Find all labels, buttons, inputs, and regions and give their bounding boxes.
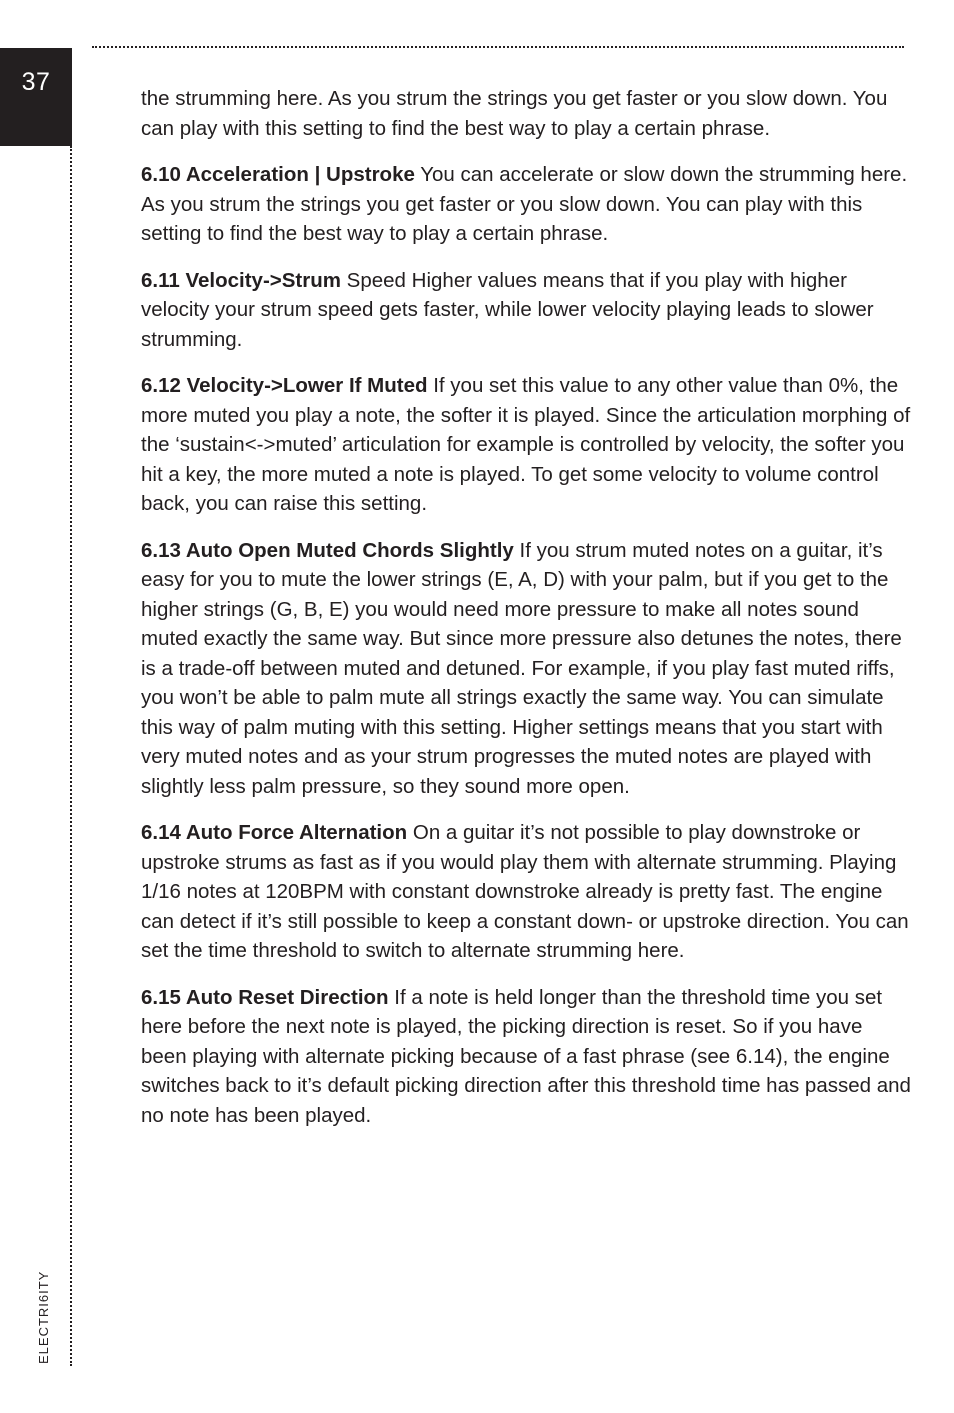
page-number-tab <box>0 48 72 146</box>
section-6-12 <box>141 371 911 519</box>
section-body: You can accelerate or slow down the strumming here. As you strum the strings you get faster or you slow down. You can play with this setting to find the best way to play a certain phrase. <box>141 163 908 245</box>
section-heading: 6.15 Auto Reset Direction <box>141 985 389 1009</box>
page-content <box>141 84 911 1147</box>
section-body: On a guitar it’s not possible to play downstroke or upstroke strums as fast as if you would play them with alternate strumming. Playing 1/16 notes at 120BPM with constant downstroke already is pretty fast. The engine can detect if it’s still possible to keep a constant down- or upstroke direction. You can set the time threshold to switch to alternate strumming here. <box>141 821 909 962</box>
top-dotted-divider <box>92 46 904 48</box>
section-heading: 6.14 Auto Force Alternation <box>141 821 408 844</box>
brand-label: ELECTRI6ITY <box>36 1270 51 1364</box>
section-body: If you set this value to any other value than 0%, the more muted you play a note, the softer it is played. Since the articulation morphing of the ‘sustain<->muted’ articulation for example is controlled by velocity, the softer you hit a key, the more muted a note is played. To get some velocity to volume control back, you can raise this setting. <box>141 374 911 515</box>
section-6-11 <box>141 266 911 355</box>
intro-paragraph: the strumming here. As you strum the strings you get faster or you slow down. You can play with this setting to find the best way to play a certain phrase. <box>141 87 888 140</box>
section-heading: 6.12 Velocity->Lower If Muted <box>141 374 428 397</box>
section-6-13 <box>141 536 911 802</box>
section-6-14 <box>141 818 911 966</box>
section-heading: 6.11 Velocity->Strum <box>141 268 341 292</box>
section-6-10 <box>141 160 911 249</box>
side-dotted-divider <box>70 146 72 1366</box>
section-6-15 <box>141 983 911 1131</box>
section-heading: 6.13 Auto Open Muted Chords Slightly <box>141 538 514 562</box>
section-body: Speed Higher values means that if you play with higher velocity your strum speed gets faster, while lower velocity playing leads to slower strumming. <box>141 268 874 351</box>
section-body: If a note is held longer than the threshold time you set here before the next note is played, the picking direction is reset. So if you have been playing with alternate picking because of a fast phrase (see 6.14), the engine switches back to it’s default picking direction after this threshold time has passed and no note has been played. <box>141 985 911 1127</box>
section-body: If you strum muted notes on a guitar, it’s easy for you to mute the lower strings (E, A, D) with your palm, but if you get to the higher strings (G, B, E) you would need more pressure to make all notes sound muted exactly the same way. But since more pressure also detunes the notes, there is a trade-off between muted and detuned. For example, if you play fast muted riffs, you won’t be able to palm mute all strings exactly the same way. You can simulate this way of palm muting with this setting. Higher settings means that you start with very muted notes and as your strum progresses the muted notes are played with slightly less palm pressure, so they sound more open. <box>141 538 902 798</box>
page-number: 37 <box>21 68 51 96</box>
section-heading: 6.10 Acceleration | Upstroke <box>141 163 415 186</box>
